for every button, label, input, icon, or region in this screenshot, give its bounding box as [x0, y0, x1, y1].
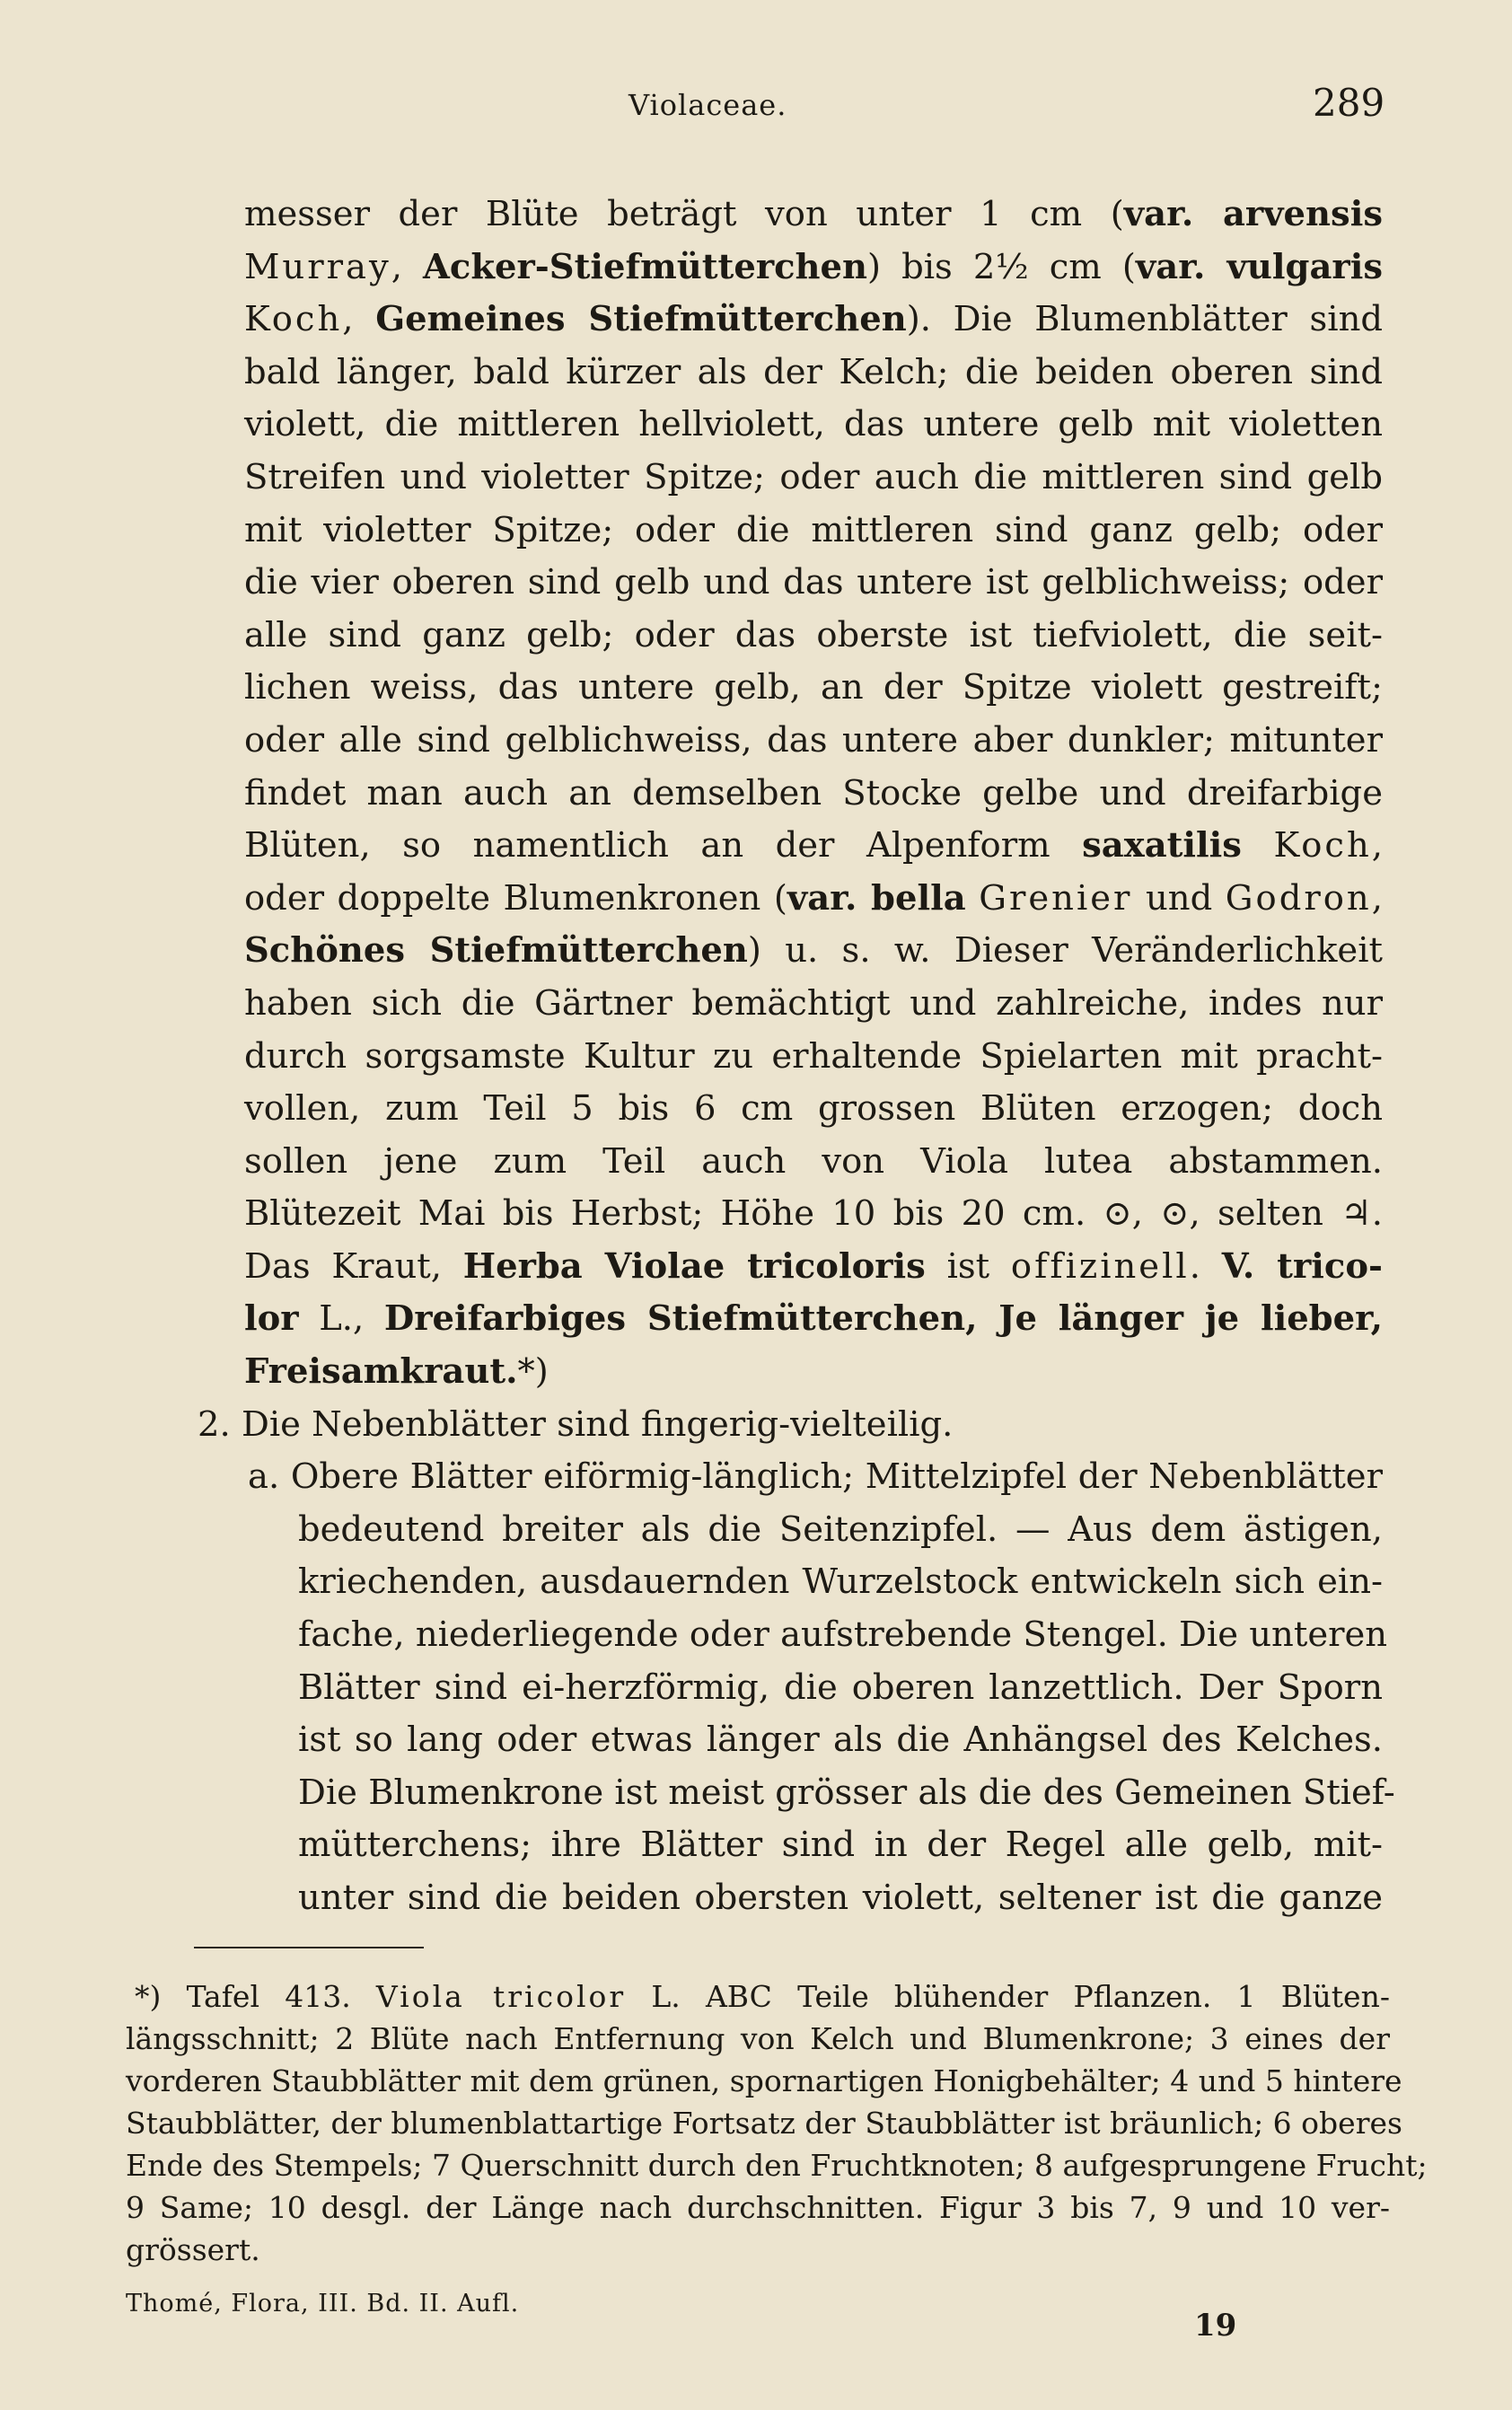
- footnote-line: vorderen Staubblätter mit dem grünen, spornartigen Honigbehälter; 4 und 5 hintere: [126, 2063, 1402, 2098]
- footnote-rule: [194, 1947, 424, 1948]
- text-line: messer der Blüte beträgt von unter 1 cm (var. arvensis: [244, 194, 1384, 234]
- text-line: die vier oberen sind gelb und das untere ist gelblichweiss; oder: [244, 562, 1383, 603]
- footnote: [126, 1975, 1428, 2271]
- footnote-line: Ende des Stempels; 7 Querschnitt durch den Fruchtknoten; 8 aufgesprungene Frucht;: [126, 2148, 1428, 2183]
- text-line: Blüten, so namentlich an der Alpenform saxatilis Koch,: [244, 825, 1383, 866]
- text-line: Freisamkraut.*): [244, 1351, 549, 1393]
- text-line: lichen weiss, das untere gelb, an der Spitze violett gestreift;: [244, 667, 1383, 708]
- text-line: bedeutend breiter als die Seitenzipfel. — Aus dem ästigen,: [298, 1508, 1383, 1550]
- imprint: Thomé, Flora, III. Bd. II. Aufl.: [126, 2290, 520, 2318]
- text-line: Das Kraut, Herba Violae tricoloris ist offizinell. V. trico-: [244, 1245, 1383, 1287]
- text-line: haben sich die Gärtner bemächtigt und zahlreiche, indes nur: [244, 982, 1383, 1024]
- footnote-line: grössert.: [126, 2232, 260, 2267]
- text-line: mit violetter Spitze; oder die mittleren sind ganz gelb; oder: [244, 509, 1383, 550]
- text-line: kriechenden, ausdauernden Wurzelstock entwickeln sich ein-: [298, 1561, 1383, 1603]
- text-line: alle sind ganz gelb; oder das oberste ist tiefviolett, die seit-: [244, 614, 1383, 655]
- text-line: 2. Die Nebenblätter sind fingerig-vielteilig.: [198, 1403, 954, 1445]
- text-line: a. Obere Blätter eiförmig-länglich; Mittelzipfel der Nebenblätter: [248, 1456, 1383, 1498]
- signature-mark: 19: [1194, 2308, 1237, 2344]
- main-text: [198, 189, 1395, 1925]
- text-line: mütterchens; ihre Blätter sind in der Regel alle gelb, mit-: [298, 1825, 1383, 1866]
- text-line: lor L., Dreifarbiges Stiefmütterchen, Je länger je lieber,: [244, 1298, 1383, 1340]
- text-line: Streifen und violetter Spitze; oder auch die mittleren sind gelb: [244, 456, 1383, 497]
- text-line: sollen jene zum Teil auch von Viola lutea abstammen.: [244, 1140, 1383, 1182]
- running-head: Violaceae.: [629, 88, 787, 122]
- text-line: findet man auch an demselben Stocke gelbe und dreifarbige: [244, 772, 1383, 814]
- text-line: bald länger, bald kürzer als der Kelch; die beiden oberen sind: [244, 351, 1383, 392]
- text-line: oder alle sind gelblichweiss, das untere aber dunkler; mitunter: [244, 719, 1383, 761]
- text-line: Koch, Gemeines Stiefmütterchen). Die Blumenblätter sind: [244, 299, 1384, 340]
- text-line: durch sorgsamste Kultur zu erhaltende Spielarten mit pracht-: [244, 1035, 1383, 1077]
- text-line: Blätter sind ei-herzförmig, die oberen lanzettlich. Der Sporn: [298, 1667, 1383, 1708]
- text-line: Murray, Acker-Stiefmütterchen) bis 2½ cm (var. vulgaris: [244, 246, 1383, 287]
- footnote-line: 9 Same; 10 desgl. der Länge nach durchschnitten. Figur 3 bis 7, 9 und 10 ver-: [126, 2190, 1390, 2225]
- text-line: violett, die mittleren hellviolett, das untere gelb mit violetten: [244, 404, 1383, 445]
- text-line: Blütezeit Mai bis Herbst; Höhe 10 bis 20 cm. ⊙, ⊙, selten ♃.: [244, 1193, 1383, 1235]
- text-line: unter sind die beiden obersten violett, seltener ist die ganze: [298, 1878, 1383, 1918]
- text-line: Die Blumenkrone ist meist grösser als die des Gemeinen Stief-: [298, 1772, 1395, 1813]
- footnote-line: Staubblätter, der blumenblattartige Fortsatz der Staubblätter ist bräunlich; 6 oberes: [126, 2106, 1402, 2141]
- text-line: fache, niederliegende oder aufstrebende Stengel. Die unteren: [298, 1614, 1388, 1656]
- text-line: oder doppelte Blumenkronen (var. bella Grenier und Godron,: [244, 877, 1383, 919]
- text-line: ist so lang oder etwas länger als die Anhängsel des Kelches.: [298, 1720, 1383, 1761]
- page-number: 289: [1313, 81, 1385, 125]
- text-line: Schönes Stiefmütterchen) u. s. w. Dieser Veränderlichkeit: [244, 930, 1383, 972]
- text-line: vollen, zum Teil 5 bis 6 cm grossen Blüten erzogen; doch: [244, 1088, 1383, 1130]
- footnote-line: längsschnitt; 2 Blüte nach Entfernung von Kelch und Blumenkrone; 3 eines der: [126, 2021, 1390, 2056]
- footnote-line: *) Tafel 413. Viola tricolor L. ABC Teile blühender Pflanzen. 1 Blüten-: [135, 1979, 1390, 2014]
